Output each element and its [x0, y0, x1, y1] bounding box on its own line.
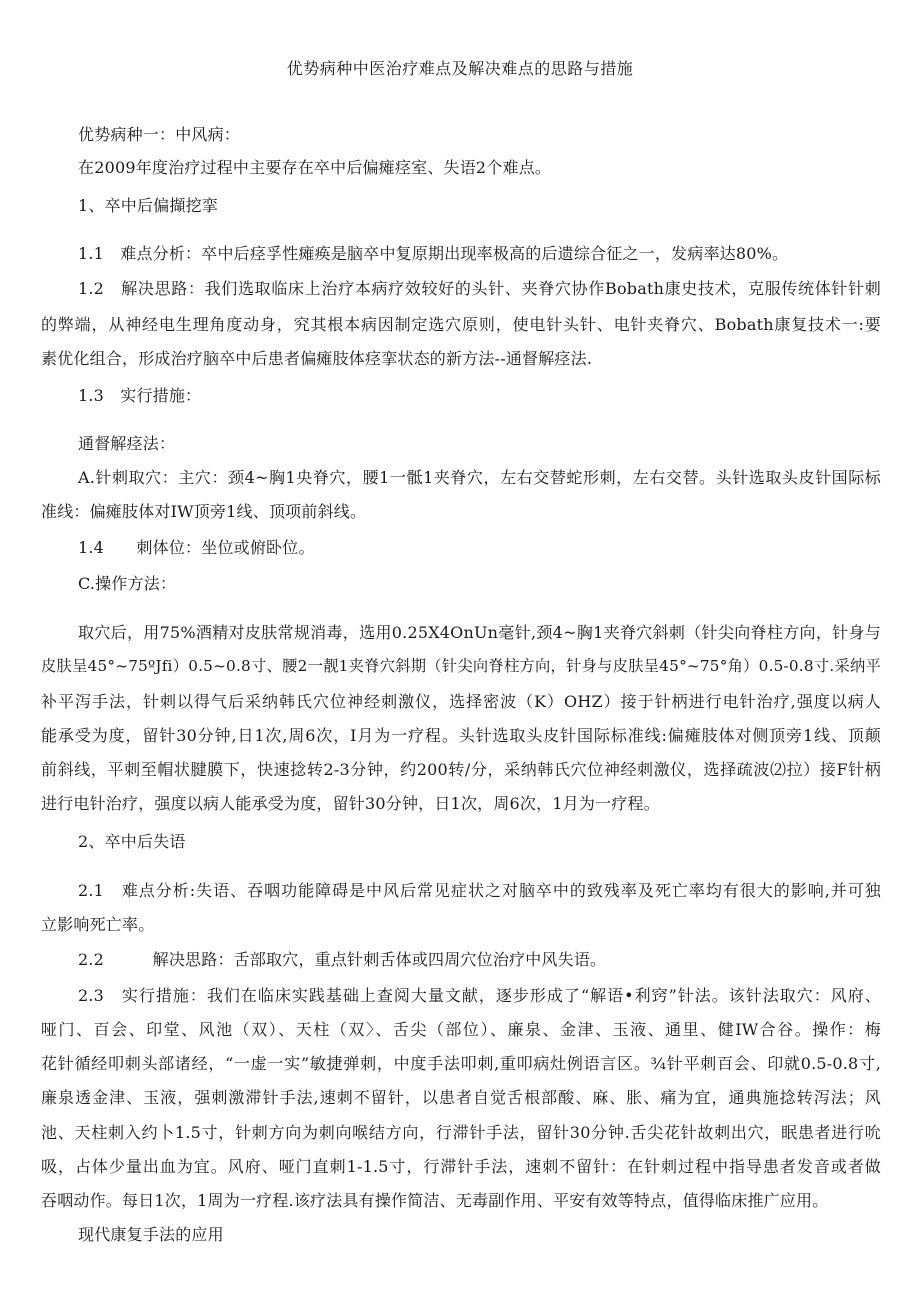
paragraph-line: 1.1 难点分析：卒中后痉孚性瘫痪是脑卒中复原期出现率极高的后遗综合征之一，发病率达80%。 — [78, 244, 789, 263]
paragraph-line: 廉泉透金津、玉液，强刺激滞针手法,速刺不留针，以患者自觉舌根部酸、麻、胀、痛为宜，通典施捻转泻法；风 — [41, 1088, 881, 1107]
paragraph-line: 取穴后，用75%酒精对皮肤常规消毒，选用0.25X4OnUn毫针,颈4~胸1夹脊穴斜刺（针尖向脊柱方向，针身与 — [78, 623, 881, 642]
section-heading: 1、卒中后偏擷挖挛 — [78, 196, 218, 215]
paragraph-line: A.针刺取穴：主穴：颈4~胸1央脊穴，腰1一骶1夹脊穴，左右交替蛇形刺，左右交替。头针选取头皮针国际标 — [78, 468, 881, 487]
paragraph-line: 2.3 实行措施：我们在临床实践基础上查阅大量文献，逐步形成了“解语•利窍”针法。该针法取穴：风府、 — [78, 986, 881, 1005]
paragraph-line: 1.2 解决思路：我们选取临床上治疗本病疗效较好的头针、夹脊穴协作Bobath康史技术，克服传统体针针刺 — [78, 279, 881, 298]
paragraph-line: 池、天柱刺入约卜1.5寸，针刺方向为刺向喉结方向，行滞针手法，留针30分钟.舌尖花针故刺出穴，眠患者进行吮 — [41, 1123, 881, 1142]
section-heading: 2、卒中后失语 — [78, 832, 186, 851]
paragraph-line: 2.2 解决思路：舌部取穴，重点针刺舌体或四周穴位治疗中风失语。 — [78, 950, 607, 969]
document-title: 优势病种中医治疗难点及解决难点的思路与措施 — [286, 59, 634, 78]
paragraph-line: 在2009年度治疗过程中主要存在卒中后偏瘫痉室、失语2个难点。 — [78, 158, 552, 177]
paragraph-line: 花针循经叩刺头部诸经，“一虚一实”敏捷弹刺，中度手法叩刺,重叩病灶例语言区。¾针平刺百会、印就0.5-0.8寸, — [41, 1054, 881, 1073]
subheading: 通督解痉法： — [78, 434, 176, 453]
paragraph-line: 的弊端，从神经电生理角度动身，究其根本病因制定选穴原则，使电针头针、电针夹脊穴、Bobath康复技术一:要 — [41, 315, 881, 334]
paragraph-line: 1.4 刺体位：坐位或俯卧位。 — [78, 538, 315, 557]
paragraph-line: 优势病种一：中风病： — [78, 125, 241, 144]
paragraph-line: 2.1 难点分析:失语、吞咽功能障碍是中风后常见症状之对脑卒中的致残率及死亡率均有很大的影响,并可独 — [78, 881, 881, 900]
paragraph-line: 准线：偏瘫肢体对IW顶旁1线、顶项前斜线。 — [41, 502, 367, 521]
paragraph-line: 吞咽动作。每日1次，1周为一疗程.该疗法具有操作简洁、无毒副作用、平安有效等特点，值得临床推广应用。 — [41, 1191, 829, 1210]
paragraph-line: 进行电针治疗，强度以病人能承受为度，留针30分钟，日1次，周6次，1月为一疗程。 — [41, 794, 660, 813]
paragraph-line: 补平泻手法，针刺以得气后采纳韩氏穴位神经刺激仪，选择密波（K）OHZ）接于针柄进行电针治疗,强度以病人 — [41, 692, 881, 711]
paragraph-line: 能承受为度，留针30分钟,日1次,周6次，I月为一疗程。头针选取头皮针国际标准线:偏瘫肢体对侧顶旁1线、顶颠 — [41, 726, 881, 745]
paragraph-line: 1.3 实行措施： — [78, 386, 202, 405]
paragraph-line: C.操作方法： — [78, 574, 177, 593]
paragraph-line: 皮肤呈45°~75ºJfi）0.5~0.8寸、腰2一靓1夹脊穴斜期（针尖向脊柱方向，针身与皮肤呈45°~75°角）0.5-0.8寸.采纳平 — [41, 657, 881, 675]
section-heading: 现代康复手法的应用 — [78, 1225, 224, 1244]
paragraph-line: 立影响死亡率。 — [41, 915, 155, 934]
paragraph-line: 哑门、百会、印堂、风池（双）、天柱（双〉、舌尖（部位）、廉泉、金津、玉液、通里、健IW合谷。操作：梅 — [41, 1020, 881, 1039]
paragraph-line: 吸，占体少量出血为宜。风府、哑门直刺1-1.5寸，行滞针手法，速刺不留针：在针刺过程中指导患者发音或者做 — [41, 1157, 881, 1176]
paragraph-line: 前斜线，平刺至帽状腱膜下，快速捻转2-3分钟，约200转/分，采纳韩氏穴位神经刺激仪，选择疏波⑵拉）接F针柄 — [41, 760, 881, 779]
paragraph-line: 素优化组合，形成治疗脑卒中后患者偏瘫肢体痉挛状态的新方法--通督解痉法. — [41, 349, 593, 368]
